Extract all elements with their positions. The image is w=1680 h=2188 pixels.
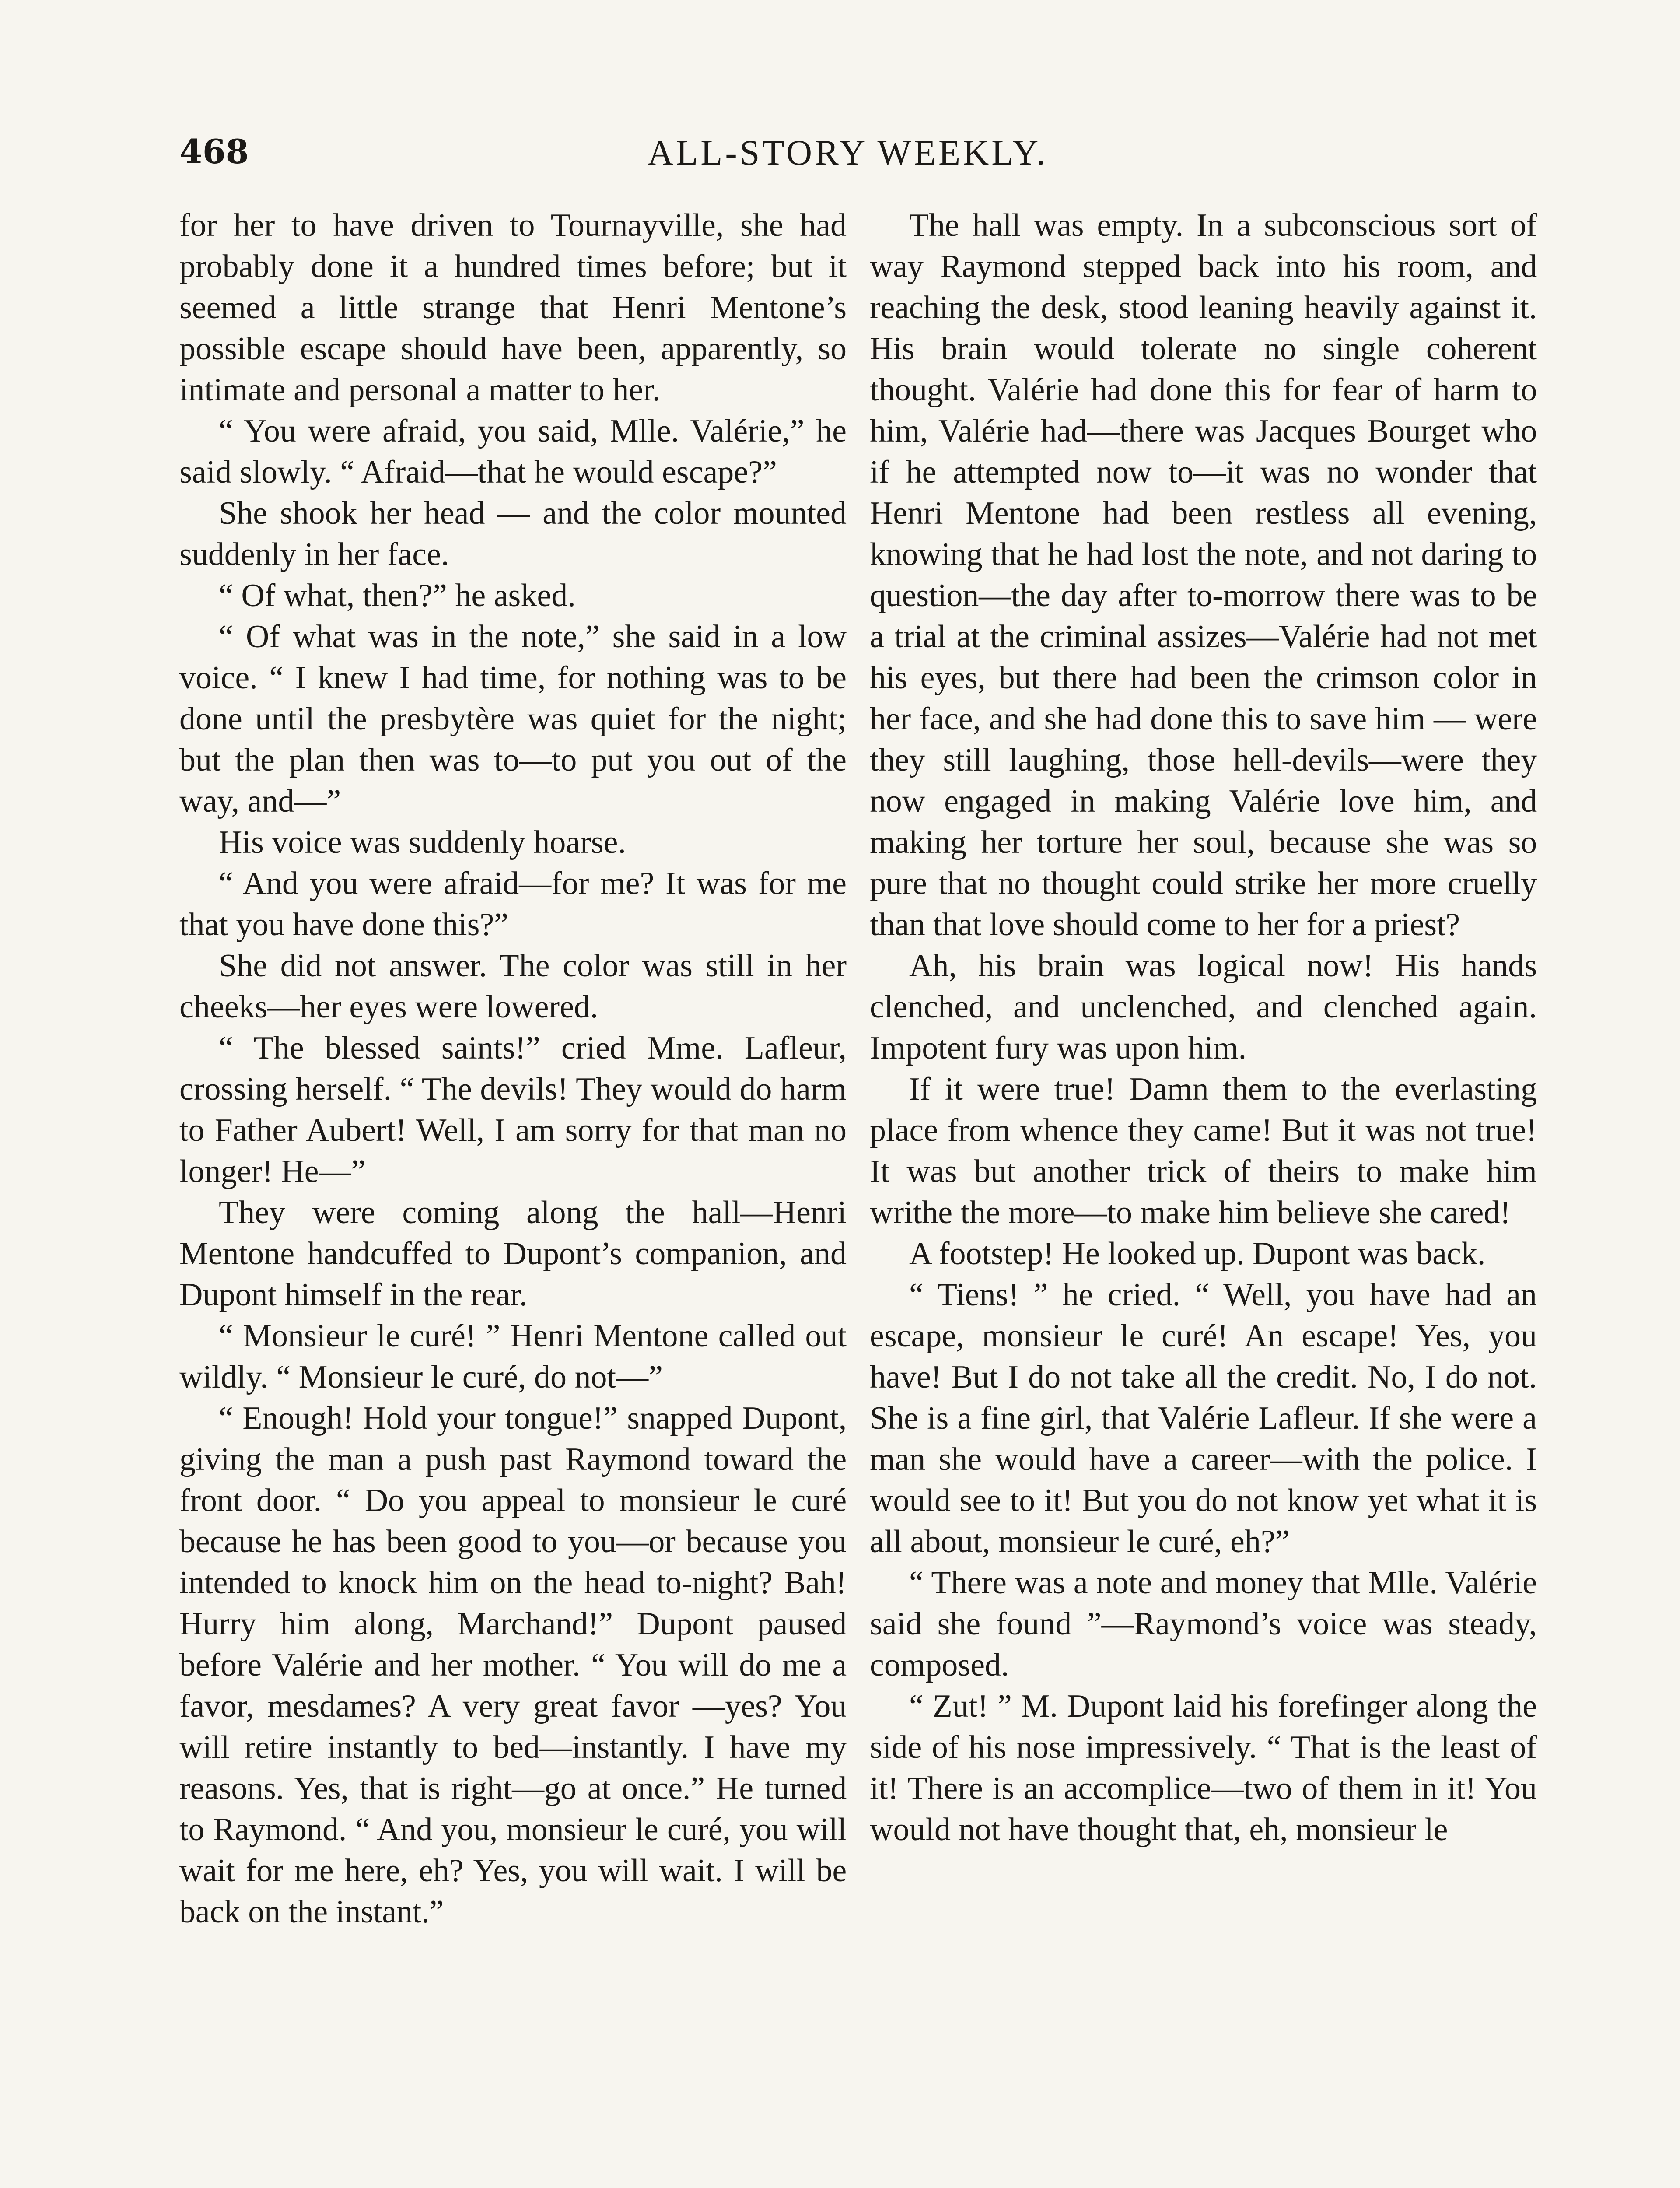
paragraph: “ Of what was in the note,” she said in a low voice. “ I knew I had time, for nothing was to be done until the presbytère was quiet for the night; but the plan then was to—to put you out of the way, and—” [179,619,847,819]
paragraph: “ And you were afraid—for me? It was for me that you have done this?” [179,866,847,943]
paragraph: “ There was a note and money that Mlle. Valérie said she found ”—Raymond’s voice was steady, composed. [870,1565,1537,1683]
paragraph: She did not answer. The color was still in her cheeks—her eyes were lowered. [179,948,847,1025]
paragraph: “ Of what, then?” he asked. [219,578,576,614]
paragraph: for her to have driven to Tournayville, she had probably done it a hundred times before; but it seemed a little strange that Henri Mentone’s possible escape should have been, apparently, so intimate and personal a matter to her. [179,207,847,408]
paragraph: “ You were afraid, you said, Mlle. Valérie,” he said slowly. “ Afraid—that he would escape?” [179,413,847,490]
paragraph: Ah, his brain was logical now! His hands clenched, and unclenched, and clenched again. Impotent fury was upon him. [870,948,1537,1066]
paragraph: If it were true! Damn them to the everlasting place from whence they came! But it was not true! It was but another trick of theirs to make him writhe the more—to make him believe she cared! [870,1071,1537,1231]
paragraph: A footstep! He looked up. Dupont was back. [909,1236,1486,1272]
paragraph: The hall was empty. In a subconscious sort of way Raymond stepped back into his room, and reaching the desk, stood leaning heavily against it. His brain would tolerate no single coherent thought. Valérie had done this for fear of harm to him, Valérie had—there was Jacques Bourget who if he attempted now to—it was no wonder that Henri Mentone had been restless all evening, knowing that he had lost the note, and not daring to question—the day after to-morrow there was to be a trial at the criminal assizes—Valérie had not met his eyes, but there had been the crimson color in her face, and she had done this to save him — were they still laughing, those hell-devils—were they now engaged in making Valérie love him, and making her torture her soul, because she was so pure that no thought could strike her more cruelly than that love should come to her for a priest? [870,207,1537,943]
running-title: ALL-STORY WEEKLY. [648,133,1048,172]
paragraph: “ Zut! ” M. Dupont laid his forefinger along the side of his nose impressively. “ That is the least of it! There is an accomplice—two of them in it! You would not have thought that, eh, monsieur le [870,1688,1537,1848]
paragraph: “ The blessed saints!” cried Mme. Lafleur, crossing herself. “ The devils! They would do harm to Father Aubert! Well, I am sorry for that man no longer! He—” [179,1030,847,1189]
page-header [179,132,1518,193]
paragraph: They were coming along the hall—Henri Mentone handcuffed to Dupont’s companion, and Dupont himself in the rear. [179,1195,847,1313]
paragraph: “ Enough! Hold your tongue!” snapped Dupont, giving the man a push past Raymond toward the front door. “ Do you appeal to monsieur le curé because he has been good to you—or because you intended to knock him on the head to-night? Bah! Hurry him along, Marchand!” Dupont paused before Valérie and her mother. “ You will do me a favor, mesdames? A very great favor —yes? You will retire instantly to bed—instantly. I have my reasons. Yes, that is right—go at once.” He turned to Raymond. “ And you, monsieur le curé, you will wait for me here, eh? Yes, you will wait. I will be back on the instant.” [179,1400,847,1930]
paragraph: “ Monsieur le curé! ” Henri Mentone called out wildly. “ Monsieur le curé, do not—” [179,1318,847,1395]
paragraph: “ Tiens! ” he cried. “ Well, you have had an escape, monsieur le curé! An escape! Yes, you have! But I do not take all the credit. No, I do not. She is a fine girl, that Valérie Lafleur. If she were a man she would have a career—with the police. I would see to it! But you do not know yet what it is all about, monsieur le curé, eh?” [870,1277,1537,1560]
page-number: 468 [179,132,249,171]
right-column [870,205,1537,2188]
paragraph: His voice was suddenly hoarse. [219,824,626,860]
paragraph: She shook her head — and the color mounted suddenly in her face. [179,495,847,572]
left-column [179,205,847,2188]
